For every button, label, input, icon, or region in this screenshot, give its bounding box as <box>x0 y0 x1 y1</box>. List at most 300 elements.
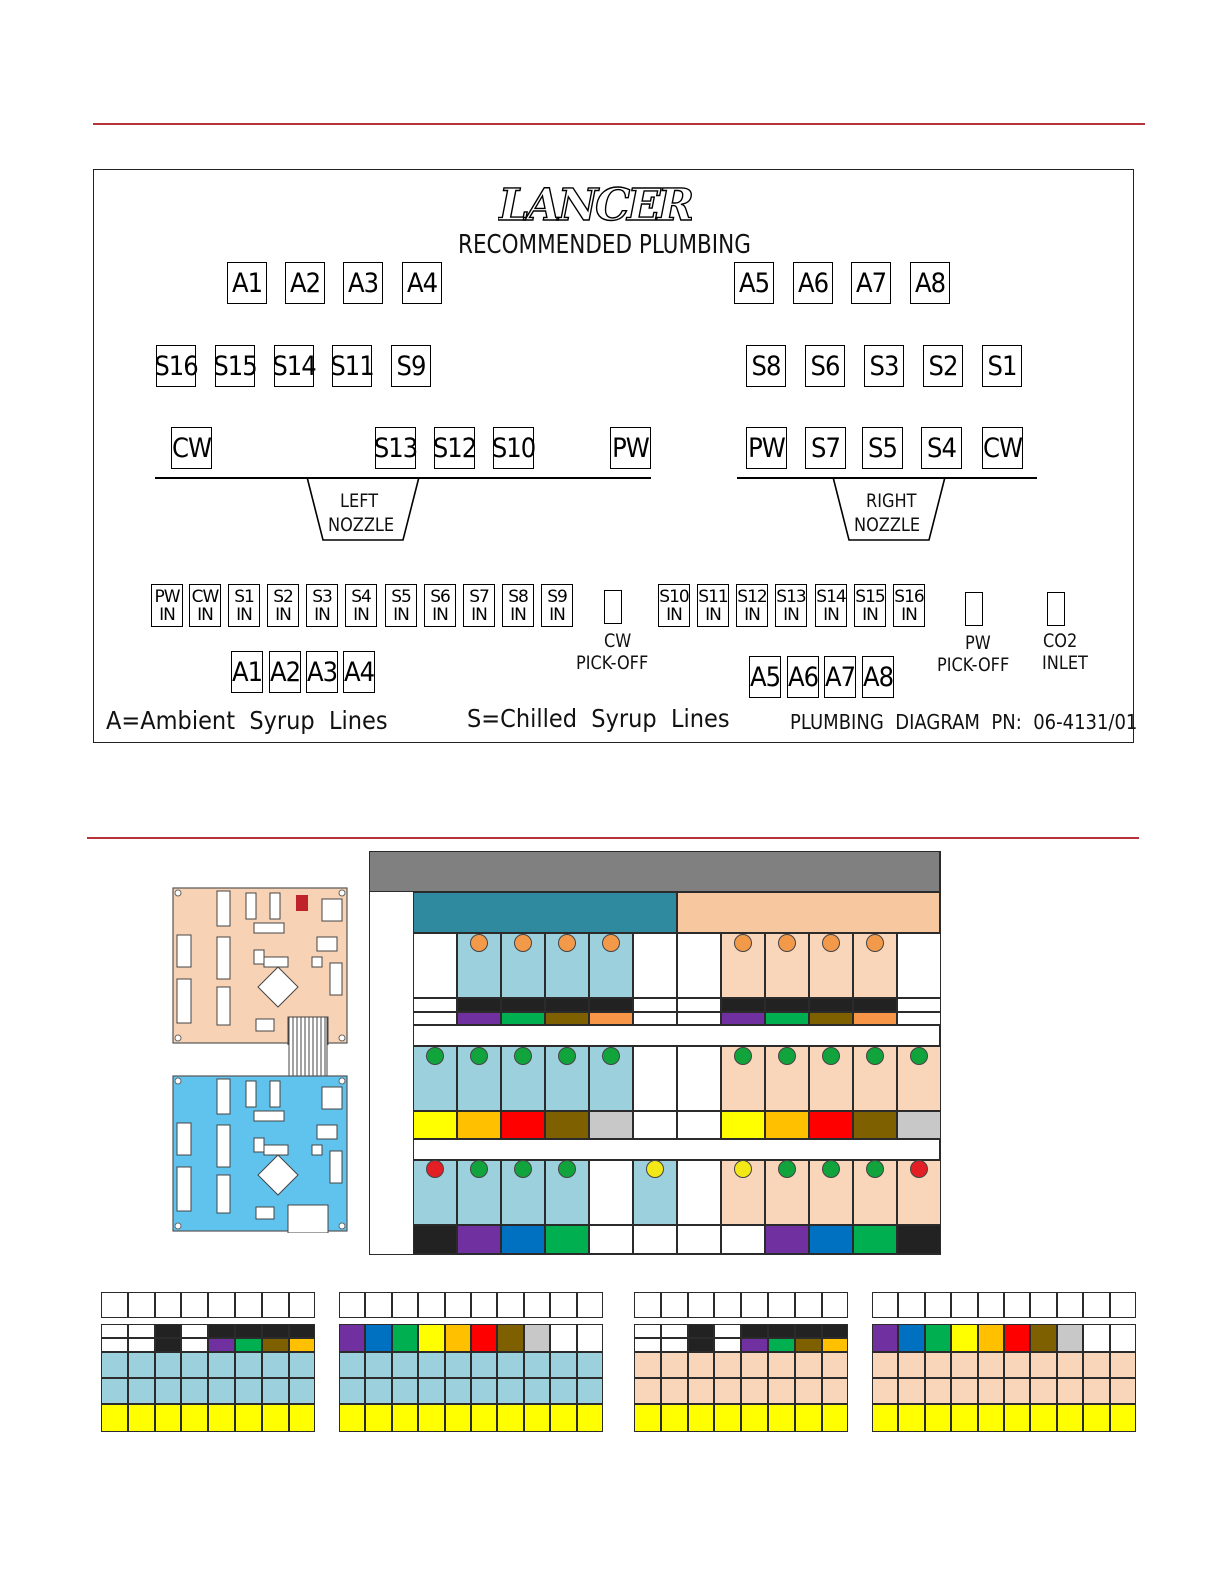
valve-cell <box>589 1160 633 1225</box>
port-label-s1: S1 <box>982 345 1022 387</box>
harness-cell <box>634 1404 661 1432</box>
inlet-suffix: IN <box>236 604 252 625</box>
port-label-a8: A8 <box>910 262 950 304</box>
port-label-s15: S15 <box>215 345 255 387</box>
harness-cell <box>634 1378 661 1404</box>
wire-color-cell <box>677 1012 721 1025</box>
harness-cell <box>951 1324 977 1352</box>
harness-cell <box>688 1378 715 1404</box>
wire-color-cell <box>853 1225 897 1254</box>
harness-cell <box>155 1324 182 1338</box>
wire-color-cell <box>545 1111 589 1139</box>
harness-cell <box>661 1324 688 1338</box>
harness-cell <box>524 1292 550 1318</box>
harness-cell <box>978 1404 1004 1432</box>
harness-cell <box>1057 1324 1083 1352</box>
wire-color-cell <box>853 1012 897 1025</box>
port-label-s12: S12 <box>434 427 475 469</box>
port-label-s11: S11 <box>332 345 372 387</box>
harness-cell <box>550 1378 576 1404</box>
wire-color-cell <box>545 1012 589 1025</box>
valve-cell <box>633 1046 677 1111</box>
right-nozzle-outline <box>826 477 956 547</box>
harness-cell <box>1004 1324 1030 1352</box>
port-label-a8: A8 <box>862 656 894 698</box>
harness-cell <box>714 1324 741 1338</box>
cw-pickoff-label-1: CW <box>604 630 632 652</box>
harness-cell <box>1083 1352 1109 1378</box>
harness-cell <box>101 1292 128 1318</box>
wire-color-cell <box>501 1012 545 1025</box>
valve-indicator <box>910 1160 928 1178</box>
legend-ambient: A=Ambient Syrup Lines <box>106 706 388 735</box>
harness-cell <box>497 1292 523 1318</box>
valve-indicator <box>558 1047 576 1065</box>
harness-cell <box>951 1292 977 1318</box>
harness-cell <box>289 1324 316 1338</box>
wire-color-cell <box>721 1225 765 1254</box>
wire-color-cell <box>633 1225 677 1254</box>
harness-cell <box>1030 1292 1056 1318</box>
harness-cell <box>181 1324 208 1338</box>
wire-color-cell <box>457 1012 501 1025</box>
valve-indicator <box>866 1160 884 1178</box>
harness-cell <box>1004 1404 1030 1432</box>
inlet-s12 <box>736 584 768 627</box>
harness-cell <box>392 1324 418 1352</box>
harness-cell <box>1083 1292 1109 1318</box>
harness-cell <box>524 1352 550 1378</box>
harness-cell <box>822 1352 849 1378</box>
harness-cell <box>768 1404 795 1432</box>
inlet-suffix: IN <box>705 604 721 625</box>
harness-cell <box>181 1292 208 1318</box>
valve-indicator <box>470 934 488 952</box>
legend-chilled: S=Chilled Syrup Lines <box>467 704 730 733</box>
harness-cell <box>898 1324 924 1352</box>
harness-cell <box>577 1404 603 1432</box>
wire-color-cell <box>457 1225 501 1254</box>
diagram-title: RECOMMENDED PLUMBING <box>458 230 751 260</box>
inlet-suffix: IN <box>510 604 526 625</box>
harness-cell <box>418 1378 444 1404</box>
harness-cell <box>262 1352 289 1378</box>
harness-cell <box>925 1352 951 1378</box>
valve-indicator <box>514 934 532 952</box>
wire-color-cell <box>809 1012 853 1025</box>
valve-indicator <box>778 1047 796 1065</box>
valve-cell <box>677 933 721 998</box>
top-divider <box>93 123 1145 125</box>
wire-top-cell <box>545 998 589 1012</box>
svg-text:LANCER: LANCER <box>498 180 692 230</box>
harness-cell <box>1083 1378 1109 1404</box>
wire-color-cell <box>633 1012 677 1025</box>
harness-cell <box>101 1404 128 1432</box>
harness-cell <box>208 1324 235 1338</box>
harness-cell <box>872 1352 898 1378</box>
port-label-a6: A6 <box>787 656 819 698</box>
harness-cell <box>714 1292 741 1318</box>
harness-cell <box>951 1352 977 1378</box>
inlet-name: S6 <box>430 586 450 607</box>
left-nozzle-label-1: LEFT <box>340 490 379 512</box>
wire-color-cell <box>413 1225 457 1254</box>
harness-cell <box>795 1352 822 1378</box>
port-label-a3: A3 <box>343 262 383 304</box>
harness-cell <box>898 1404 924 1432</box>
harness-cell <box>1004 1292 1030 1318</box>
wire-color-cell <box>721 1111 765 1139</box>
harness-cell <box>181 1352 208 1378</box>
harness-cell <box>418 1404 444 1432</box>
harness-cell <box>550 1292 576 1318</box>
harness-cell <box>741 1324 768 1338</box>
harness-cell <box>1110 1352 1136 1378</box>
harness-cell <box>365 1378 391 1404</box>
harness-cell <box>262 1378 289 1404</box>
harness-cell <box>577 1292 603 1318</box>
co2-inlet-label-1: CO2 <box>1043 630 1078 652</box>
port-label-a4: A4 <box>402 262 442 304</box>
inlet-suffix: IN <box>314 604 330 625</box>
wire-top-cell <box>721 998 765 1012</box>
port-label-a3: A3 <box>306 651 338 693</box>
inlet-s10 <box>658 584 690 627</box>
harness-cell <box>289 1338 316 1352</box>
harness-cell <box>872 1378 898 1404</box>
grid-left-header <box>413 892 677 933</box>
harness-cell <box>795 1324 822 1338</box>
inlet-suffix: IN <box>901 604 917 625</box>
harness-cell <box>898 1352 924 1378</box>
harness-cell <box>208 1404 235 1432</box>
port-label-s10: S10 <box>493 427 534 469</box>
inlet-suffix: IN <box>666 604 682 625</box>
harness-cell <box>128 1352 155 1378</box>
port-label-pw: PW <box>746 427 787 469</box>
harness-cell <box>365 1324 391 1352</box>
valve-indicator <box>910 1047 928 1065</box>
harness-cell <box>661 1352 688 1378</box>
harness-cell <box>497 1324 523 1352</box>
harness-cell <box>768 1324 795 1338</box>
wire-top-cell <box>413 998 457 1012</box>
harness-cell <box>1083 1404 1109 1432</box>
inlet-name: S9 <box>547 586 567 607</box>
wire-color-cell <box>457 1111 501 1139</box>
right-nozzle-label-2: NOZZLE <box>854 514 921 536</box>
harness-cell <box>497 1352 523 1378</box>
valve-indicator <box>558 1160 576 1178</box>
pw-pickoff-label-1: PW <box>965 632 991 654</box>
harness-cell <box>1057 1404 1083 1432</box>
inlet-s4 <box>345 584 377 627</box>
harness-cell <box>155 1404 182 1432</box>
harness-cell <box>208 1338 235 1352</box>
harness-cell <box>978 1378 1004 1404</box>
wire-top-cell <box>765 998 809 1012</box>
port-label-s16: S16 <box>156 345 196 387</box>
harness-cell <box>795 1404 822 1432</box>
harness-cell <box>101 1324 128 1338</box>
wire-top-cell <box>589 998 633 1012</box>
harness-cell <box>128 1292 155 1318</box>
wire-color-cell <box>765 1012 809 1025</box>
harness-cell <box>550 1352 576 1378</box>
harness-cell <box>155 1338 182 1352</box>
harness-cell <box>445 1324 471 1352</box>
valve-indicator <box>866 1047 884 1065</box>
harness-cell <box>714 1378 741 1404</box>
inlet-name: S13 <box>776 586 806 607</box>
inlet-pw <box>151 584 183 627</box>
harness-cell <box>795 1292 822 1318</box>
valve-indicator <box>822 1047 840 1065</box>
inlet-s2 <box>267 584 299 627</box>
harness-cell <box>392 1378 418 1404</box>
inlet-suffix: IN <box>471 604 487 625</box>
lancer-logo <box>498 180 692 230</box>
harness-cell <box>181 1338 208 1352</box>
harness-cell <box>418 1324 444 1352</box>
inlet-name: S15 <box>855 586 885 607</box>
harness-cell <box>925 1292 951 1318</box>
valve-indicator <box>470 1160 488 1178</box>
harness-cell <box>951 1404 977 1432</box>
harness-cell <box>741 1352 768 1378</box>
harness-cell <box>714 1352 741 1378</box>
harness-cell <box>951 1378 977 1404</box>
valve-indicator <box>558 934 576 952</box>
port-label-s6: S6 <box>805 345 845 387</box>
harness-cell <box>795 1338 822 1352</box>
harness-cell <box>471 1352 497 1378</box>
harness-cell <box>1110 1292 1136 1318</box>
wire-top-cell <box>457 998 501 1012</box>
harness-cell <box>822 1292 849 1318</box>
harness-cell <box>445 1292 471 1318</box>
inlet-suffix: IN <box>823 604 839 625</box>
valve-indicator <box>514 1160 532 1178</box>
port-label-a1: A1 <box>227 262 267 304</box>
harness-cell <box>392 1404 418 1432</box>
inlet-s14 <box>815 584 847 627</box>
harness-cell <box>872 1324 898 1352</box>
harness-cell <box>445 1352 471 1378</box>
inlet-s7 <box>463 584 495 627</box>
port-label-a5: A5 <box>734 262 774 304</box>
harness-cell <box>1030 1404 1056 1432</box>
harness-cell <box>365 1352 391 1378</box>
harness-cell <box>577 1324 603 1352</box>
harness-cell <box>289 1378 316 1404</box>
harness-cell <box>822 1338 849 1352</box>
wire-color-cell <box>677 1111 721 1139</box>
port-label-s9: S9 <box>391 345 431 387</box>
inlet-name: S16 <box>894 586 924 607</box>
harness-cell <box>471 1404 497 1432</box>
port-label-cw: CW <box>982 427 1023 469</box>
inlet-name: CW <box>191 586 219 607</box>
inlet-s8 <box>502 584 534 627</box>
inlet-suffix: IN <box>744 604 760 625</box>
valve-indicator <box>822 934 840 952</box>
harness-cell <box>741 1378 768 1404</box>
wire-color-cell <box>589 1012 633 1025</box>
harness-cell <box>1083 1324 1109 1352</box>
harness-cell <box>661 1338 688 1352</box>
harness-cell <box>577 1378 603 1404</box>
harness-cell <box>262 1292 289 1318</box>
harness-cell <box>101 1338 128 1352</box>
valve-indicator <box>426 1160 444 1178</box>
harness-cell <box>155 1378 182 1404</box>
inlet-suffix: IN <box>432 604 448 625</box>
wire-color-cell <box>633 1111 677 1139</box>
middle-divider <box>87 837 1139 839</box>
harness-cell <box>768 1378 795 1404</box>
co2-inlet-label-2: INLET <box>1042 652 1088 674</box>
harness-cell <box>101 1378 128 1404</box>
grid-spacer <box>413 1139 940 1160</box>
harness-cell <box>978 1324 1004 1352</box>
lower-control-board <box>172 1075 348 1233</box>
harness-cell <box>497 1404 523 1432</box>
wire-color-cell <box>545 1225 589 1254</box>
harness-cell <box>235 1404 262 1432</box>
port-label-pw: PW <box>610 427 651 469</box>
harness-cell <box>1057 1378 1083 1404</box>
harness-cell <box>392 1292 418 1318</box>
port-label-s4: S4 <box>921 427 962 469</box>
grid-header-bar <box>369 851 940 892</box>
harness-cell <box>795 1378 822 1404</box>
harness-cell <box>1030 1378 1056 1404</box>
harness-cell <box>155 1352 182 1378</box>
valve-indicator <box>734 934 752 952</box>
inlet-suffix: IN <box>393 604 409 625</box>
harness-cell <box>289 1404 316 1432</box>
harness-cell <box>822 1404 849 1432</box>
harness-cell <box>661 1378 688 1404</box>
inlet-name: S8 <box>508 586 528 607</box>
part-number: PLUMBING DIAGRAM PN: 06-4131/01 <box>790 710 1138 734</box>
harness-cell <box>235 1338 262 1352</box>
wire-color-cell <box>501 1225 545 1254</box>
wire-color-cell <box>853 1111 897 1139</box>
port-label-a1: A1 <box>231 651 263 693</box>
harness-cell <box>634 1352 661 1378</box>
harness-cell <box>550 1404 576 1432</box>
harness-cell <box>339 1404 365 1432</box>
valve-cell <box>897 933 941 998</box>
wire-color-cell <box>677 1225 721 1254</box>
harness-cell <box>497 1378 523 1404</box>
port-label-s5: S5 <box>862 427 903 469</box>
grid-spacer <box>413 1025 940 1046</box>
harness-cell <box>524 1404 550 1432</box>
harness-cell <box>741 1404 768 1432</box>
wire-color-cell <box>897 1225 941 1254</box>
harness-cell <box>289 1352 316 1378</box>
port-label-s2: S2 <box>923 345 963 387</box>
port-label-a4: A4 <box>343 651 375 693</box>
inlet-name: S7 <box>469 586 489 607</box>
port-label-s13: S13 <box>375 427 416 469</box>
harness-cell <box>925 1404 951 1432</box>
harness-cell <box>235 1352 262 1378</box>
harness-cell <box>741 1338 768 1352</box>
wire-color-cell <box>589 1225 633 1254</box>
wire-top-cell <box>853 998 897 1012</box>
harness-cell <box>1030 1352 1056 1378</box>
inlet-s6 <box>424 584 456 627</box>
harness-cell <box>235 1324 262 1338</box>
valve-cell <box>677 1160 721 1225</box>
port-label-s3: S3 <box>864 345 904 387</box>
inlet-name: S5 <box>391 586 411 607</box>
port-label-s14: S14 <box>274 345 314 387</box>
port-label-a7: A7 <box>851 262 891 304</box>
harness-cell <box>898 1378 924 1404</box>
valve-indicator <box>470 1047 488 1065</box>
harness-cell <box>1057 1292 1083 1318</box>
valve-indicator <box>778 934 796 952</box>
inlet-s9 <box>541 584 573 627</box>
left-nozzle-outline <box>300 477 430 547</box>
harness-cell <box>978 1352 1004 1378</box>
harness-cell <box>392 1352 418 1378</box>
harness-cell <box>822 1324 849 1338</box>
valve-indicator <box>778 1160 796 1178</box>
port-label-s7: S7 <box>805 427 846 469</box>
wire-color-cell <box>809 1111 853 1139</box>
inlet-s15 <box>854 584 886 627</box>
wire-color-cell <box>765 1111 809 1139</box>
harness-cell <box>339 1352 365 1378</box>
harness-cell <box>155 1292 182 1318</box>
harness-cell <box>925 1324 951 1352</box>
wire-top-cell <box>677 998 721 1012</box>
harness-cell <box>1110 1324 1136 1352</box>
port-label-a6: A6 <box>793 262 833 304</box>
harness-cell <box>339 1324 365 1352</box>
harness-cell <box>768 1292 795 1318</box>
harness-cell <box>339 1378 365 1404</box>
harness-cell <box>181 1404 208 1432</box>
valve-indicator <box>602 1047 620 1065</box>
harness-cell <box>1004 1352 1030 1378</box>
harness-cell <box>365 1292 391 1318</box>
harness-cell <box>262 1338 289 1352</box>
wire-color-cell <box>413 1111 457 1139</box>
cw-pickoff-label-2: PICK-OFF <box>576 652 649 674</box>
harness-cell <box>1057 1352 1083 1378</box>
inlet-name: S10 <box>659 586 689 607</box>
inlet-s1 <box>228 584 260 627</box>
port-label-a5: A5 <box>749 656 781 698</box>
harness-cell <box>768 1352 795 1378</box>
harness-cell <box>445 1404 471 1432</box>
harness-cell <box>688 1324 715 1338</box>
valve-cell <box>633 933 677 998</box>
harness-cell <box>1110 1404 1136 1432</box>
valve-indicator <box>426 1047 444 1065</box>
harness-cell <box>634 1292 661 1318</box>
inlet-name: S14 <box>816 586 846 607</box>
harness-cell <box>339 1292 365 1318</box>
